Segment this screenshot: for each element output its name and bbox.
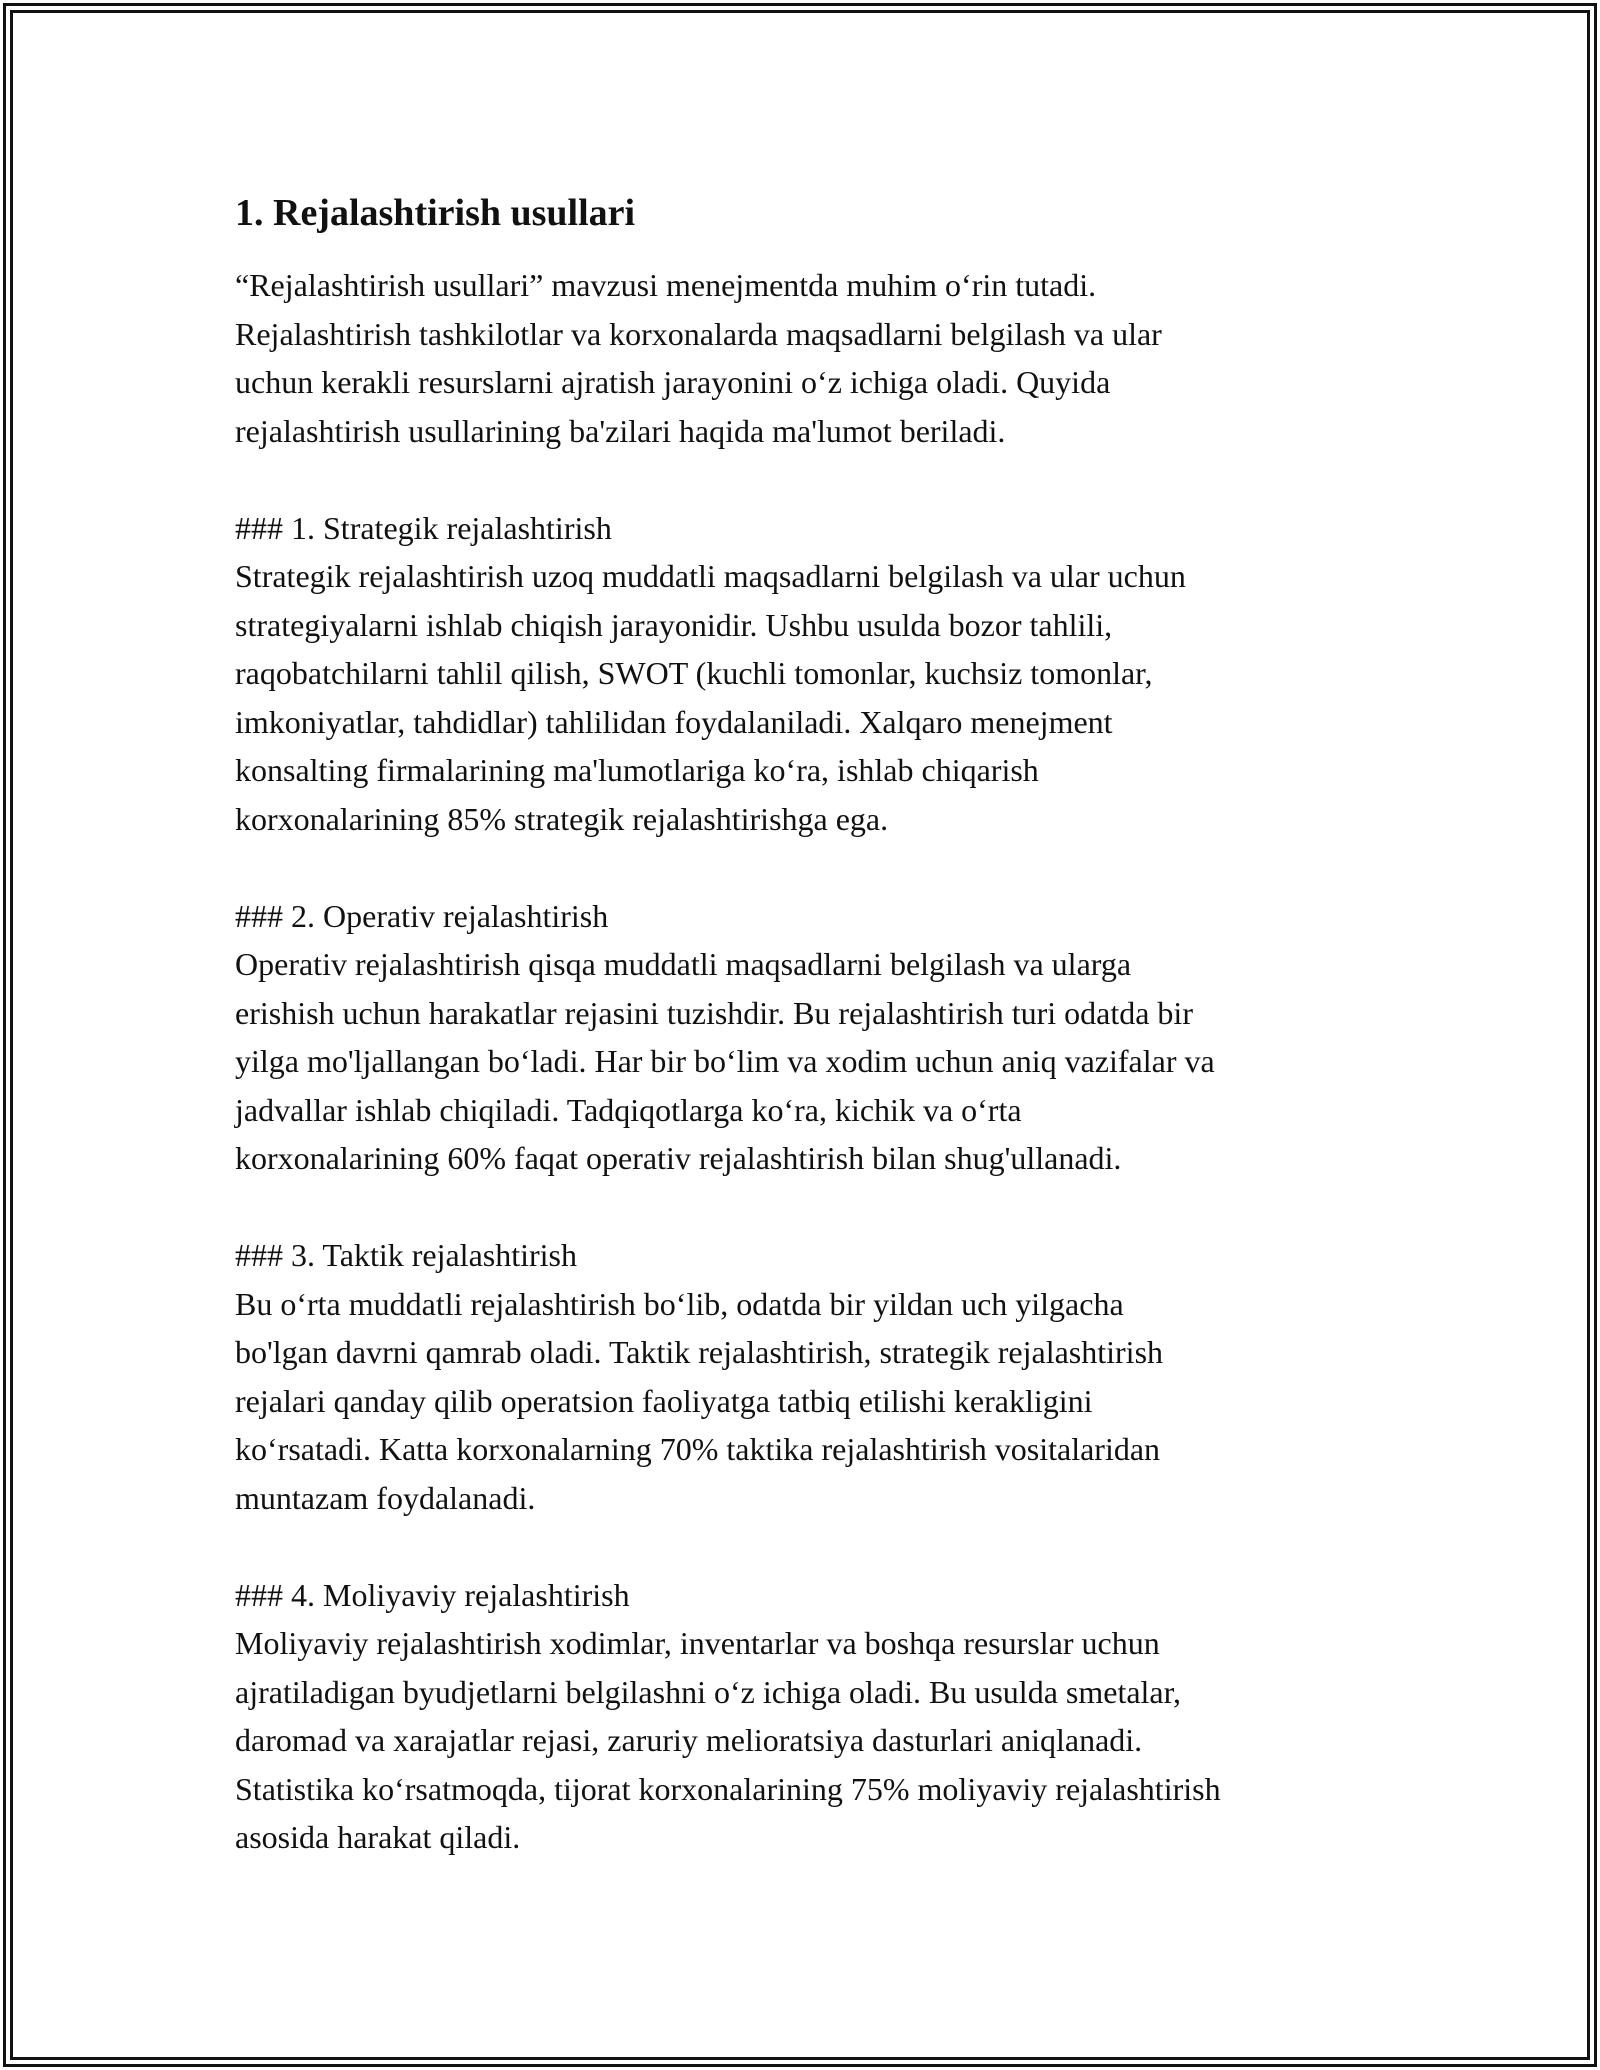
section-heading: ### 4. Moliyaviy rejalashtirish [235, 1576, 630, 1613]
intro-paragraph: “Rejalashtirish usullari” mavzusi menejmentda muhim o‘rin tutadi. Rejalashtirish tashkilotlar va korxonalarda maqsadlarni belgilash va ular uchun kerakli resurslarni ajratish jarayonini o‘z ichiga oladi. Quyida rejalashtirish usullarining ba'zilari haqida ma'lumot beriladi. [235, 267, 1162, 449]
section-financial [235, 1571, 1375, 1862]
section-body: Strategik rejalashtirish uzoq muddatli maqsadlarni belgilash va ular uchun strategiyalarni ishlab chiqish jarayonidir. Ushbu usulda bozor tahlili, raqobatchilarni tahlil qilish, SWOT (kuchli tomonlar, kuchsiz tomonlar, imkoniyatlar, tahdidlar) tahlilidan foydalaniladi. Xalqaro menejment konsalting firmalarining ma'lumotlariga ko‘ra, ishlab chiqarish korxonalarining 85% strategik rejalashtirishga ega. [235, 558, 1186, 837]
section-heading: ### 1. Strategik rejalashtirish [235, 509, 612, 546]
section-body: Moliyaviy rejalashtirish xodimlar, inventarlar va boshqa resurslar uchun ajratiladigan byudjetlarni belgilashni o‘z ichiga oladi. Bu usulda smetalar, daromad va xarajatlar rejasi, zaruriy melioratsiya dasturlari aniqlanadi. Statistika ko‘rsatmoqda, tijorat korxonalarining 75% moliyaviy rejalashtirish asosida harakat qiladi. [235, 1625, 1221, 1855]
section-heading: ### 3. Taktik rejalashtirish [235, 1237, 577, 1273]
document-title: 1. Rejalashtirish usullari [235, 192, 636, 234]
section-body: Operativ rejalashtirish qisqa muddatli maqsadlarni belgilash va ularga erishish uchun harakatlar rejasini tuzishdir. Bu rejalashtirish turi odatda bir yilga mo'ljallangan bo‘ladi. Har bir bo‘lim va xodim uchun aniq vazifalar va jadvallar ishlab chiqiladi. Tadqiqotlarga ko‘ra, kichik va o‘rta korxonalarining 60% faqat operativ rejalashtirish bilan shug'ullanadi. [235, 946, 1215, 1176]
document-content [235, 185, 1375, 1910]
section-tactical [235, 1231, 1375, 1522]
section-strategic [235, 504, 1375, 844]
section-operative [235, 892, 1375, 1183]
section-heading: ### 2. Operativ rejalashtirish [235, 897, 609, 934]
section-body: Bu o‘rta muddatli rejalashtirish bo‘lib, odatda bir yildan uch yilgacha bo'lgan davrni qamrab oladi. Taktik rejalashtirish, strategik rejalashtirish rejalari qanday qilib operatsion faoliyatga tatbiq etilishi kerakligini ko‘rsatadi. Katta korxonalarning 70% taktika rejalashtirish vositalaridan muntazam foydalanadi. [235, 1285, 1164, 1516]
